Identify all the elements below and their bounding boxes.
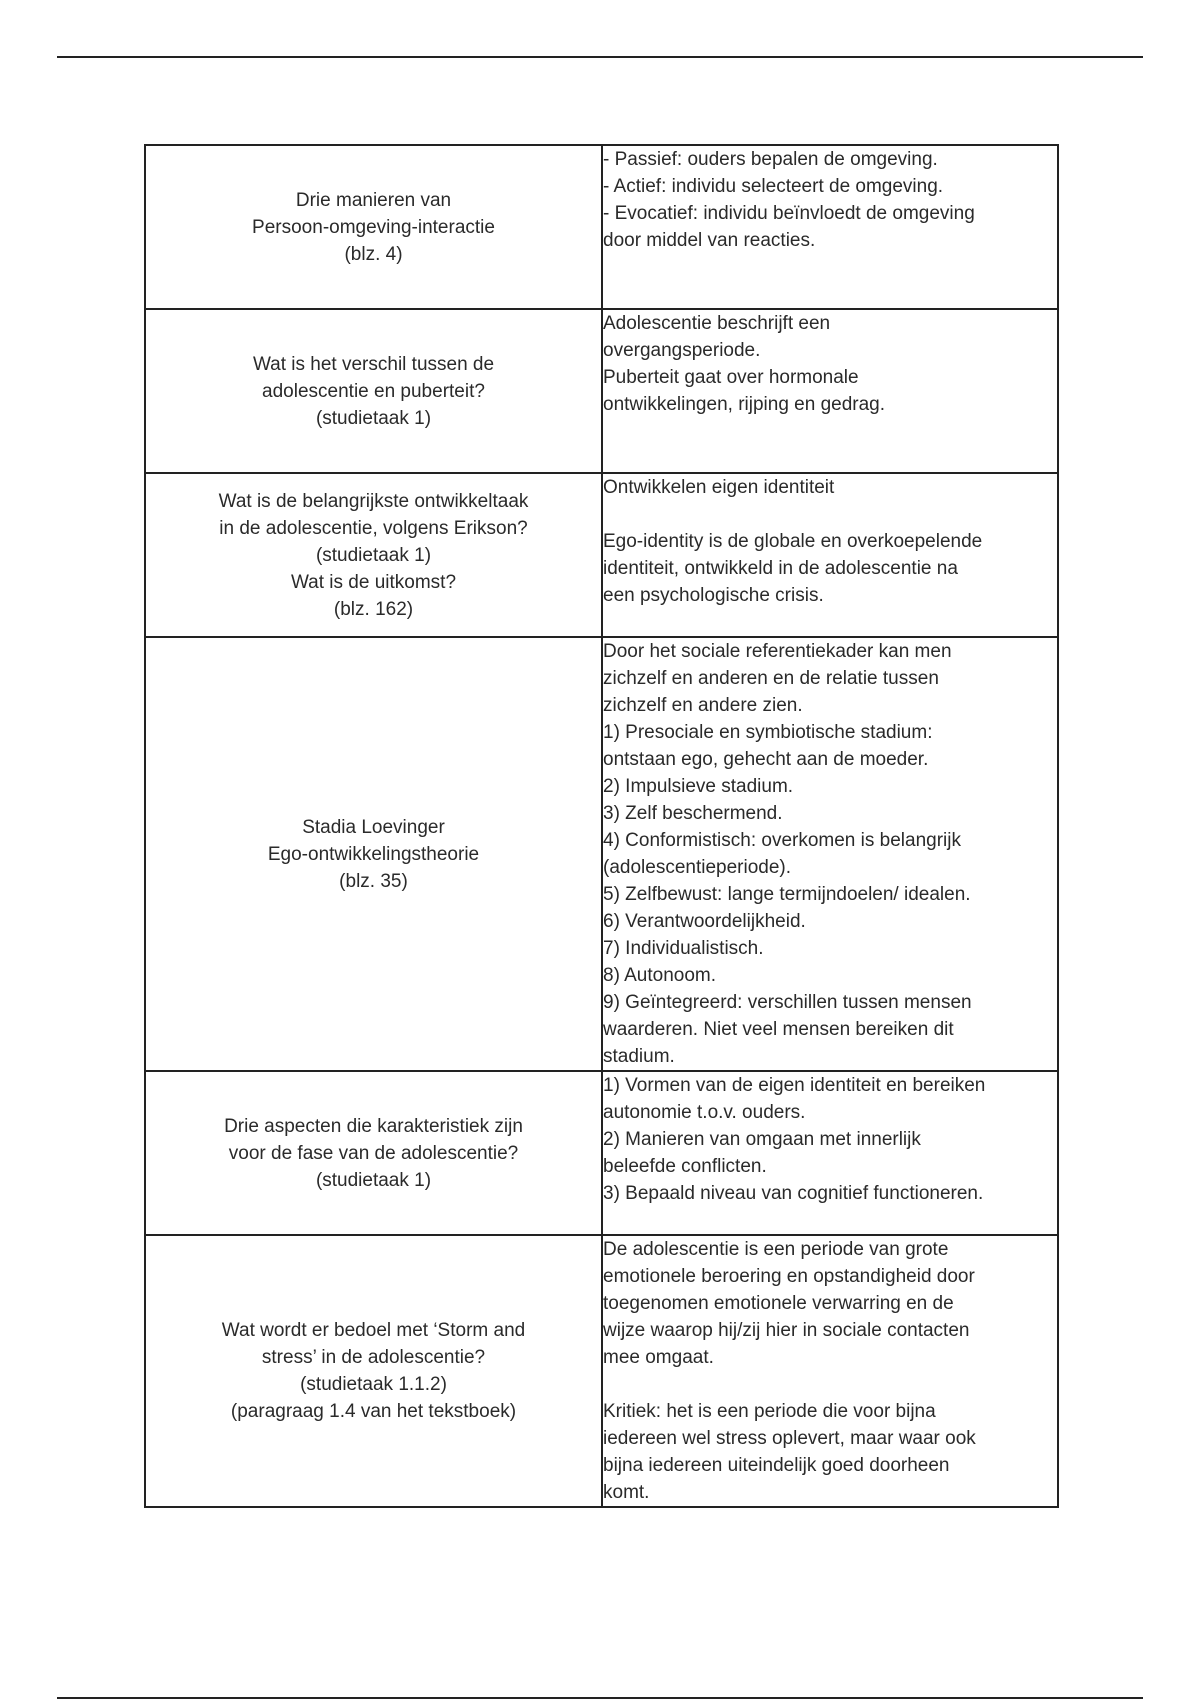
table-row bbox=[145, 637, 1058, 1071]
answer-line: waarderen. Niet veel mensen bereiken dit bbox=[603, 1019, 954, 1040]
answer-line: bijna iedereen uiteindelijk goed doorheen bbox=[603, 1455, 950, 1476]
question-line: (studietaak 1.1.2) bbox=[300, 1374, 447, 1395]
answer-line: (adolescentieperiode). bbox=[603, 857, 792, 878]
question-line: Wat is het verschil tussen de bbox=[252, 353, 495, 375]
table-row bbox=[145, 309, 1058, 473]
answer-cell bbox=[602, 473, 1058, 637]
answer-line: Adolescentie beschrijft een bbox=[603, 313, 831, 334]
answer-line: 2) Impulsieve stadium. bbox=[603, 776, 794, 797]
table-row bbox=[145, 1071, 1058, 1235]
question-cell bbox=[145, 1071, 602, 1235]
answer-cell bbox=[602, 1071, 1058, 1235]
answer-line: Puberteit gaat over hormonale bbox=[603, 367, 859, 388]
answer-line bbox=[603, 1371, 1057, 1398]
answer-line: toegenomen emotionele verwarring en de bbox=[603, 1293, 954, 1314]
answer-line: 9) Geïntegreerd: verschillen tussen mensen bbox=[603, 992, 972, 1013]
answer-line: 3) Zelf beschermend. bbox=[603, 803, 783, 824]
question-line: voor de fase van de adolescentie? bbox=[228, 1142, 519, 1164]
question-line: Wat wordt er bedoel met ‘Storm and bbox=[221, 1320, 526, 1341]
question-line: (blz. 4) bbox=[344, 243, 403, 265]
answer-line: 6) Verantwoordelijkheid. bbox=[603, 911, 806, 932]
answer-line: - Evocatief: individu beïnvloedt de omgeving bbox=[603, 203, 975, 224]
answer-cell bbox=[602, 309, 1058, 473]
answer-line: - Actief: individu selecteert de omgeving. bbox=[603, 176, 944, 197]
footer-rule bbox=[57, 1697, 1143, 1699]
answer-line: 1) Presociale en symbiotische stadium: bbox=[603, 722, 933, 743]
question-cell bbox=[145, 637, 602, 1071]
answer-line: - Passief: ouders bepalen de omgeving. bbox=[603, 149, 938, 170]
answer-line: 2) Manieren van omgaan met innerlijk bbox=[603, 1129, 921, 1150]
question-line: (studietaak 1) bbox=[315, 544, 432, 566]
answer-line: 3) Bepaald niveau van cognitief functioneren. bbox=[603, 1183, 984, 1204]
question-line: Drie manieren van bbox=[295, 189, 452, 211]
qa-table bbox=[144, 144, 1059, 1508]
answer-line: 4) Conformistisch: overkomen is belangrijk bbox=[603, 830, 961, 851]
answer-line: door middel van reacties. bbox=[603, 230, 816, 251]
question-line: (studietaak 1) bbox=[315, 407, 432, 429]
question-cell bbox=[145, 309, 602, 473]
answer-line bbox=[603, 501, 1057, 528]
answer-line: Kritiek: het is een periode die voor bijna bbox=[603, 1401, 936, 1422]
question-line: (studietaak 1) bbox=[315, 1169, 432, 1191]
question-line: (blz. 162) bbox=[333, 598, 414, 620]
question-line: Wat is de uitkomst? bbox=[290, 571, 457, 593]
table-row bbox=[145, 145, 1058, 309]
answer-line: zichzelf en andere zien. bbox=[603, 695, 803, 716]
answer-line: overgangsperiode. bbox=[603, 340, 761, 361]
answer-line: zichzelf en anderen en de relatie tussen bbox=[603, 668, 939, 689]
question-line: (blz. 35) bbox=[339, 870, 408, 892]
question-line: stress’ in de adolescentie? bbox=[261, 1347, 486, 1368]
question-line: Drie aspecten die karakteristiek zijn bbox=[224, 1115, 523, 1137]
answer-line: een psychologische crisis. bbox=[603, 585, 824, 606]
answer-line: 8) Autonoom. bbox=[603, 965, 717, 986]
question-cell bbox=[145, 145, 602, 309]
answer-cell bbox=[602, 145, 1058, 309]
table-row bbox=[145, 473, 1058, 637]
answer-line: Ego-identity is de globale en overkoepelende bbox=[603, 531, 983, 552]
answer-line: iedereen wel stress oplevert, maar waar ook bbox=[603, 1428, 976, 1449]
question-line: Wat is de belangrijkste ontwikkeltaak bbox=[218, 490, 529, 512]
answer-line: autonomie t.o.v. ouders. bbox=[603, 1102, 806, 1123]
question-line: adolescentie en puberteit? bbox=[262, 380, 485, 402]
answer-line: 5) Zelfbewust: lange termijndoelen/ idealen. bbox=[603, 884, 971, 905]
answer-line: 1) Vormen van de eigen identiteit en bereiken bbox=[603, 1075, 986, 1096]
question-line: Persoon-omgeving-interactie bbox=[252, 216, 495, 238]
answer-line: Door het sociale referentiekader kan men bbox=[603, 641, 952, 662]
answer-cell bbox=[602, 1235, 1058, 1507]
answer-line: emotionele beroering en opstandigheid door bbox=[603, 1266, 975, 1287]
answer-line: mee omgaat. bbox=[603, 1347, 714, 1368]
question-cell bbox=[145, 1235, 602, 1507]
question-cell bbox=[145, 473, 602, 637]
question-line: Stadia Loevinger bbox=[302, 816, 445, 838]
answer-cell bbox=[602, 637, 1058, 1071]
question-line: in de adolescentie, volgens Erikson? bbox=[219, 517, 528, 539]
answer-line: identiteit, ontwikkeld in de adolescentie na bbox=[603, 558, 958, 579]
answer-line: 7) Individualistisch. bbox=[603, 938, 764, 959]
question-line: (paragraag 1.4 van het tekstboek) bbox=[230, 1401, 517, 1422]
answer-line: ontwikkelingen, rijping en gedrag. bbox=[603, 394, 886, 415]
table-row bbox=[145, 1235, 1058, 1507]
answer-line: komt. bbox=[603, 1482, 650, 1503]
answer-line: De adolescentie is een periode van grote bbox=[603, 1239, 949, 1260]
answer-line: stadium. bbox=[603, 1046, 675, 1067]
answer-line: Ontwikkelen eigen identiteit bbox=[603, 477, 835, 498]
question-line: Ego-ontwikkelingstheorie bbox=[267, 843, 480, 865]
answer-line: ontstaan ego, gehecht aan de moeder. bbox=[603, 749, 929, 770]
answer-line: wijze waarop hij/zij hier in sociale contacten bbox=[603, 1320, 970, 1341]
header-rule bbox=[57, 56, 1143, 58]
answer-line: beleefde conflicten. bbox=[603, 1156, 767, 1177]
